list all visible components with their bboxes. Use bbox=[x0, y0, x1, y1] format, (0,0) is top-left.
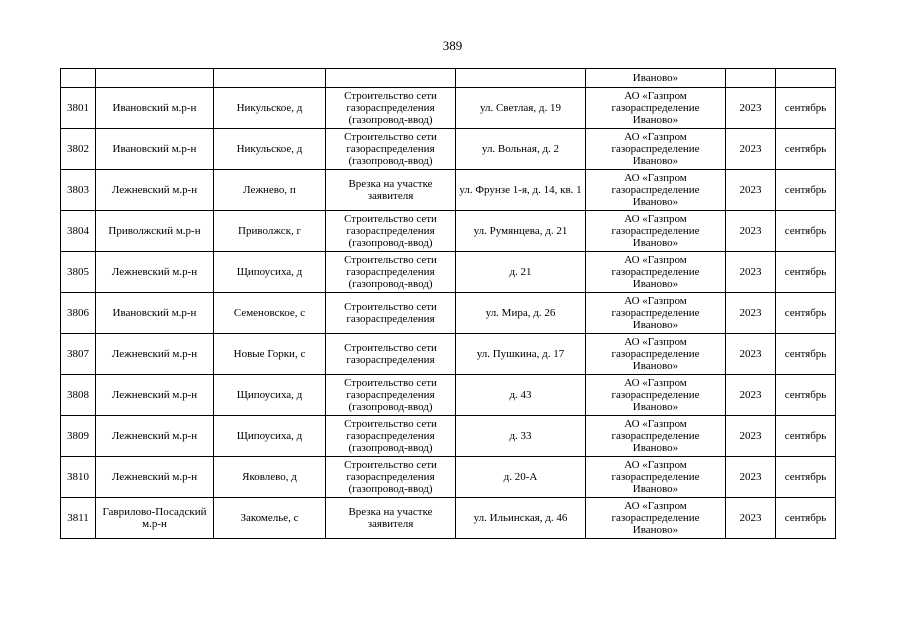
cell-work bbox=[326, 69, 456, 88]
cell-address: ул. Пушкина, д. 17 bbox=[456, 334, 586, 375]
table-row bbox=[61, 457, 836, 498]
cell-address: ул. Светлая, д. 19 bbox=[456, 88, 586, 129]
cell-address: ул. Мира, д. 26 bbox=[456, 293, 586, 334]
cell-no: 3810 bbox=[61, 457, 96, 498]
cell-district: Гаврилово-Посадский м.р-н bbox=[96, 498, 214, 539]
cell-work: Строительство сети газораспределения (газопровод-ввод) bbox=[326, 252, 456, 293]
cell-year: 2023 bbox=[726, 88, 776, 129]
table-row bbox=[61, 416, 836, 457]
cell-no: 3808 bbox=[61, 375, 96, 416]
cell-year: 2023 bbox=[726, 334, 776, 375]
cell-district: Лежневский м.р-н bbox=[96, 334, 214, 375]
cell-organization: АО «Газпром газораспределение Иваново» bbox=[586, 457, 726, 498]
cell-no: 3803 bbox=[61, 170, 96, 211]
cell-organization: АО «Газпром газораспределение Иваново» bbox=[586, 334, 726, 375]
cell-year: 2023 bbox=[726, 457, 776, 498]
cell-work: Строительство сети газораспределения (газопровод-ввод) bbox=[326, 416, 456, 457]
cell-organization: АО «Газпром газораспределение Иваново» bbox=[586, 170, 726, 211]
cell-address: ул. Ильинская, д. 46 bbox=[456, 498, 586, 539]
cell-month: сентябрь bbox=[776, 416, 836, 457]
cell-year: 2023 bbox=[726, 416, 776, 457]
table-row bbox=[61, 334, 836, 375]
cell-month: сентябрь bbox=[776, 498, 836, 539]
cell-settlement bbox=[214, 69, 326, 88]
cell-no: 3811 bbox=[61, 498, 96, 539]
cell-work: Врезка на участке заявителя bbox=[326, 170, 456, 211]
cell-work: Строительство сети газораспределения bbox=[326, 334, 456, 375]
table-row bbox=[61, 88, 836, 129]
cell-no: 3802 bbox=[61, 129, 96, 170]
cell-address: д. 33 bbox=[456, 416, 586, 457]
cell-organization: Иваново» bbox=[586, 69, 726, 88]
cell-year: 2023 bbox=[726, 129, 776, 170]
cell-year: 2023 bbox=[726, 293, 776, 334]
cell-month: сентябрь bbox=[776, 457, 836, 498]
cell-no: 3801 bbox=[61, 88, 96, 129]
cell-no: 3806 bbox=[61, 293, 96, 334]
cell-district: Лежневский м.р-н bbox=[96, 375, 214, 416]
table-row bbox=[61, 293, 836, 334]
cell-no bbox=[61, 69, 96, 88]
cell-settlement: Закомелье, с bbox=[214, 498, 326, 539]
cell-organization: АО «Газпром газораспределение Иваново» bbox=[586, 498, 726, 539]
cell-district: Лежневский м.р-н bbox=[96, 457, 214, 498]
cell-month: сентябрь bbox=[776, 375, 836, 416]
continuation-row bbox=[61, 69, 836, 88]
cell-settlement: Новые Горки, с bbox=[214, 334, 326, 375]
cell-address: д. 20-А bbox=[456, 457, 586, 498]
cell-district: Ивановский м.р-н bbox=[96, 293, 214, 334]
cell-work: Строительство сети газораспределения (газопровод-ввод) bbox=[326, 375, 456, 416]
cell-work: Строительство сети газораспределения (газопровод-ввод) bbox=[326, 457, 456, 498]
cell-year: 2023 bbox=[726, 498, 776, 539]
cell-year: 2023 bbox=[726, 170, 776, 211]
cell-district bbox=[96, 69, 214, 88]
table-row bbox=[61, 498, 836, 539]
cell-address: ул. Фрунзе 1-я, д. 14, кв. 1 bbox=[456, 170, 586, 211]
registry-table bbox=[60, 68, 836, 539]
cell-district: Лежневский м.р-н bbox=[96, 170, 214, 211]
cell-month: сентябрь bbox=[776, 293, 836, 334]
cell-work: Врезка на участке заявителя bbox=[326, 498, 456, 539]
cell-organization: АО «Газпром газораспределение Иваново» bbox=[586, 129, 726, 170]
cell-month: сентябрь bbox=[776, 334, 836, 375]
cell-address: д. 43 bbox=[456, 375, 586, 416]
cell-year: 2023 bbox=[726, 375, 776, 416]
cell-year: 2023 bbox=[726, 252, 776, 293]
cell-work: Строительство сети газораспределения (газопровод-ввод) bbox=[326, 88, 456, 129]
cell-address: ул. Вольная, д. 2 bbox=[456, 129, 586, 170]
page-number: 389 bbox=[442, 38, 463, 53]
cell-year: 2023 bbox=[726, 211, 776, 252]
cell-organization: АО «Газпром газораспределение Иваново» bbox=[586, 416, 726, 457]
cell-settlement: Никульское, д bbox=[214, 88, 326, 129]
cell-settlement: Щипоусиха, д bbox=[214, 252, 326, 293]
cell-district: Ивановский м.р-н bbox=[96, 88, 214, 129]
cell-settlement: Яковлево, д bbox=[214, 457, 326, 498]
cell-month: сентябрь bbox=[776, 129, 836, 170]
table-row bbox=[61, 211, 836, 252]
cell-settlement: Щипоусиха, д bbox=[214, 416, 326, 457]
cell-no: 3807 bbox=[61, 334, 96, 375]
cell-district: Лежневский м.р-н bbox=[96, 416, 214, 457]
cell-no: 3804 bbox=[61, 211, 96, 252]
cell-district: Приволжский м.р-н bbox=[96, 211, 214, 252]
cell-work: Строительство сети газораспределения (газопровод-ввод) bbox=[326, 211, 456, 252]
table-row bbox=[61, 252, 836, 293]
cell-month: сентябрь bbox=[776, 170, 836, 211]
table-row bbox=[61, 375, 836, 416]
cell-month: сентябрь bbox=[776, 88, 836, 129]
cell-year bbox=[726, 69, 776, 88]
cell-district: Ивановский м.р-н bbox=[96, 129, 214, 170]
cell-organization: АО «Газпром газораспределение Иваново» bbox=[586, 293, 726, 334]
cell-month: сентябрь bbox=[776, 211, 836, 252]
cell-month bbox=[776, 69, 836, 88]
cell-settlement: Щипоусиха, д bbox=[214, 375, 326, 416]
cell-district: Лежневский м.р-н bbox=[96, 252, 214, 293]
cell-address bbox=[456, 69, 586, 88]
table-row bbox=[61, 129, 836, 170]
cell-organization: АО «Газпром газораспределение Иваново» bbox=[586, 88, 726, 129]
cell-settlement: Лежнево, п bbox=[214, 170, 326, 211]
table-row bbox=[61, 170, 836, 211]
cell-work: Строительство сети газораспределения bbox=[326, 293, 456, 334]
cell-address: д. 21 bbox=[456, 252, 586, 293]
cell-settlement: Семеновское, с bbox=[214, 293, 326, 334]
cell-month: сентябрь bbox=[776, 252, 836, 293]
cell-organization: АО «Газпром газораспределение Иваново» bbox=[586, 252, 726, 293]
cell-address: ул. Румянцева, д. 21 bbox=[456, 211, 586, 252]
cell-no: 3809 bbox=[61, 416, 96, 457]
cell-settlement: Приволжск, г bbox=[214, 211, 326, 252]
cell-work: Строительство сети газораспределения (газопровод-ввод) bbox=[326, 129, 456, 170]
cell-settlement: Никульское, д bbox=[214, 129, 326, 170]
cell-organization: АО «Газпром газораспределение Иваново» bbox=[586, 211, 726, 252]
cell-no: 3805 bbox=[61, 252, 96, 293]
cell-organization: АО «Газпром газораспределение Иваново» bbox=[586, 375, 726, 416]
